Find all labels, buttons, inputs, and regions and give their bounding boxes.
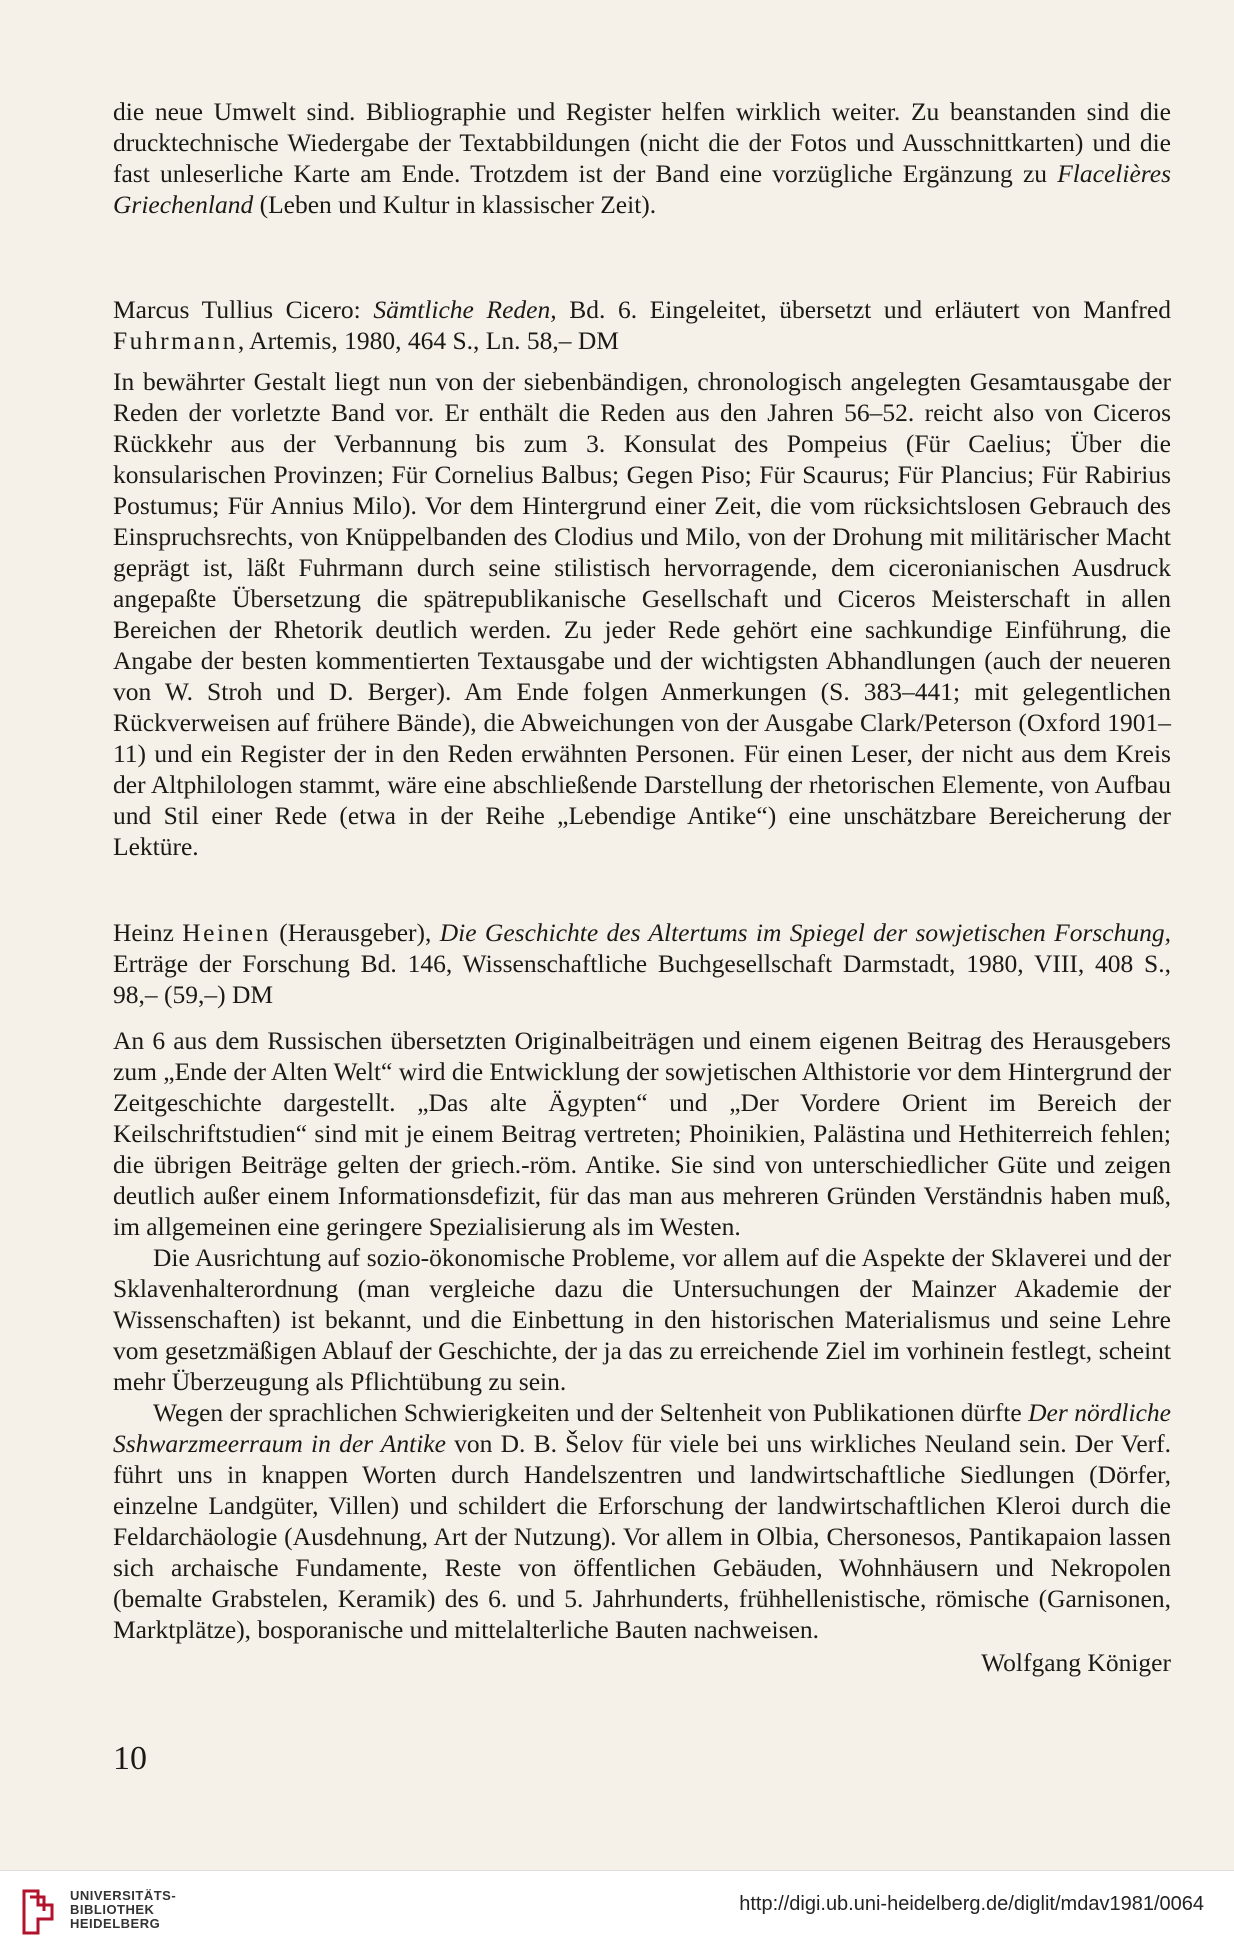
permalink-url[interactable]: http://digi.ub.uni-heidelberg.de/diglit/mdav1981/0064 xyxy=(739,1893,1204,1915)
intro-paragraph xyxy=(113,96,1171,220)
intro-text: die neue Umwelt sind. Bibliographie und Register helfen wirklich weiter. Zu beanstanden sind die drucktechnische Wiedergabe der Textabbildungen (nicht die der Fotos und Ausschnittkarten) und die fast unleserliche Karte am Ende. Trotzdem ist der Band eine vorzügliche Ergänzung zu xyxy=(113,97,1171,188)
library-name: UNIVERSITÄTS- BIBLIOTHEK HEIDELBERG xyxy=(70,1888,177,1931)
viewer-footer xyxy=(0,1870,1234,1960)
page-number: 10 xyxy=(113,1740,147,1777)
review-cicero xyxy=(113,294,1171,862)
review-heinen-heading: Heinz Heinen (Herausgeber), Die Geschichte des Altertums im Spiegel der sowjetischen Forschung, Erträge der Forschung Bd. 146, Wissenschaftliche Buchgesellschaft Darmstadt, 1980, VIII, 408 S., 98,– (59,–) DM xyxy=(113,918,1172,1009)
review-heinen-paragraph-1: An 6 aus dem Russischen übersetzten Originalbeiträgen und einem eigenen Beitrag des Herausgebers zum „Ende der Alten Welt“ wird die Entwicklung der sowjetischen Althistorie vor dem Hintergrund der Zeitgeschichte dargestellt. „Das alte Ägypten“ und „Der Vordere Orient im Bereich der Keilschriftstudien“ sind mit je einem Beitrag vertreten; Phoinikien, Palästina und Hethiterreich fehlen; die übrigen Beiträge gelten der griech.-röm. Antike. Sie sind von unterschiedlicher Güte und zeigen deutlich außer einem Informationsdefizit, für das man aus mehreren Gründen Verständnis haben muß, im allgemeinen eine geringere Spezialisierung als im Westen. xyxy=(113,1026,1171,1241)
review-signature: Wolfgang Königer xyxy=(981,1648,1171,1677)
intro-italic-title: Flacelières Griechenland xyxy=(113,159,1171,219)
review-cicero-body: In bewährter Gestalt liegt nun von der siebenbändigen, chronologisch angelegten Gesamtausgabe der Reden der vorletzte Band vor. Er enthält die Reden aus den Jahren 56–52. reicht also von Ciceros Rückkehr aus der Verbannung bis zum 3. Konsulat des Pompeius (Für Caelius; Über die konsularischen Provinzen; Für Cornelius Balbus; Gegen Piso; Für Scaurus; Für Plancius; Für Rabirius Postumus; Für Annius Milo). Vor dem Hintergrund einer Zeit, die vom rücksichtslosen Gebrauch des Einspruchsrechts, von Knüppelbanden des Clodius und Milo, von der Drohung mit militärischer Macht geprägt ist, läßt Fuhrmann durch seine stilistisch hervorragende, dem ciceronianischen Ausdruck angepaßte Übersetzung die spätrepublikanische Gesellschaft und Ciceros Meisterschaft in allen Bereichen der Rhetorik deutlich werden. Zu jeder Rede gehört eine sachkundige Einführung, die Angabe der besten kommentierten Textausgabe und der wichtigsten Abhandlungen (auch der neueren von W. Stroh und D. Berger). Am Ende folgen Anmerkungen (S. 383–441; mit gelegentlichen Rückverweisen auf frühere Bände), die Abweichungen von der Ausgabe Clark/Peterson (Oxford 1901–11) und ein Register der in den Reden erwähnten Personen. Für einen Leser, der nicht aus dem Kreis der Altphilologen stammt, wäre eine abschließende Darstellung der rhetorischen Elemente, von Aufbau und Stil einer Rede (etwa in der Reihe „Lebendige Antike“) eine unschätzbare Bereicherung der Lektüre. xyxy=(113,367,1171,861)
review-heinen xyxy=(113,917,1171,1678)
intro-text-end: (Leben und Kultur in klassischer Zeit). xyxy=(253,190,657,219)
ub-heidelberg-logo-icon[interactable] xyxy=(18,1885,58,1937)
review-heinen-paragraph-3: Wegen der sprachlichen Schwierigkeiten und der Seltenheit von Publikationen dürfte Der nördliche Sshwarzmeerraum in der Antike von D. B. Šelov für viele bei uns wirkliches Neuland sein. Der Verf. führt uns in knappen Worten durch Handelszentren und landwirtschaftliche Siedlungen (Dörfer, einzelne Landgüter, Villen) und schildert die Erforschung der landwirtschaftlichen Kleroi durch die Feldarchäologie (Ausdehnung, Art der Nutzung). Vor allem in Olbia, Chersonesos, Pantikapaion lassen sich archaische Fundamente, Reste von öffentlichen Gebäuden, Wohnhäusern und Nekropolen (bemalte Grabstelen, Keramik) des 6. und 5. Jahrhunderts, frühhellenistische, römische (Garnisonen, Marktplätze), bosporanische und mittelalterliche Bauten nachweisen. xyxy=(113,1398,1172,1644)
review-cicero-heading: Marcus Tullius Cicero: Sämtliche Reden, Bd. 6. Eingeleitet, übersetzt und erläutert von Manfred Fuhrmann, Artemis, 1980, 464 S., Ln. 58,– DM xyxy=(113,295,1171,355)
review-heinen-paragraph-2: Die Ausrichtung auf sozio-ökonomische Probleme, vor allem auf die Aspekte der Sklaverei und der Sklavenhalterordnung (man vergleiche dazu die Untersuchungen der Mainzer Akademie der Wissenschaften) ist bekannt, und die Einbettung in den historischen Materialismus und seine Lehre vom gesetzmäßigen Ablauf der Geschichte, der ja das zu erreichende Ziel im vorhinein festlegt, scheint mehr Überzeugung als Pflichtübung zu sein. xyxy=(113,1243,1171,1396)
